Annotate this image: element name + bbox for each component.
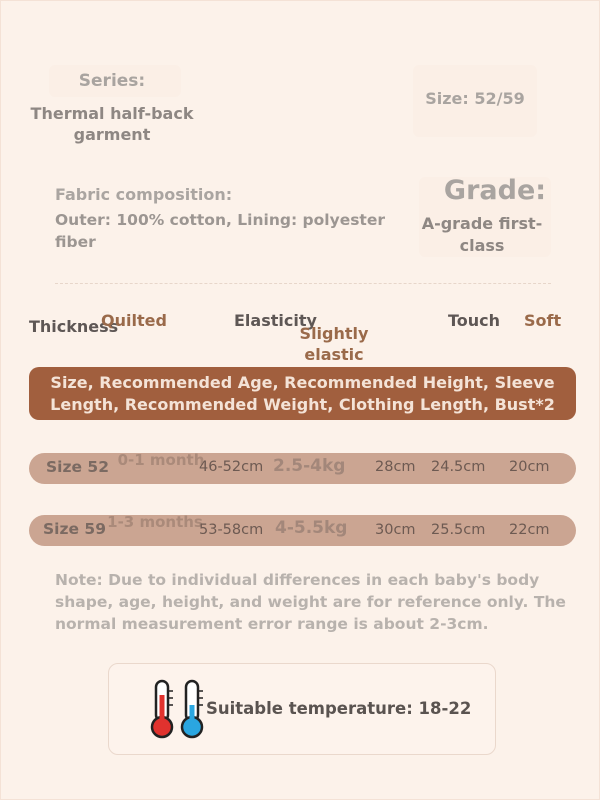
grade-value: A-grade first-class [421,214,543,255]
measurement-note: Note: Due to individual differences in each baby's body shape, age, height, and weight are for reference only. The normal measurement error range is about 2-3cm. [55,571,566,633]
size-table-header: Size, Recommended Age, Recommended Height, Sleeve Length, Recommended Weight, Clothing Length, Bust*2 [29,367,576,420]
row-length: 25.5cm [431,522,486,538]
row-length: 24.5cm [431,459,486,475]
series-label: Series: [78,71,146,91]
row-age: 1-3 months [107,513,203,531]
fabric-value: Outer: 100% cotton, Lining: polyester fiber [55,211,386,251]
touch-value: Soft [524,311,562,330]
row-bust: 22cm [509,522,550,538]
row-sleeve: 28cm [375,459,416,475]
touch-label: Touch [448,311,501,330]
row-size: Size 59 [43,520,106,538]
row-sleeve: 30cm [375,522,416,538]
row-weight: 2.5-4kg [273,456,346,476]
fabric-title: Fabric composition: [55,185,233,204]
thermometer-red-icon [147,679,177,741]
table-row [29,515,576,546]
row-age: 0-1 month [117,451,205,469]
series-value: Thermal half-back garment [30,104,194,144]
temperature-text: Suitable temperature: 18-22 [206,699,472,718]
row-height: 53-58cm [199,522,264,538]
elasticity-value: Slightly elastic [299,324,369,364]
thickness-value: Quilted [101,311,167,330]
elasticity-label: Elasticity [234,311,317,330]
row-size: Size 52 [46,458,109,476]
row-weight: 4-5.5kg [275,518,348,538]
thermometer-blue-icon [177,679,207,741]
section-divider [55,283,551,284]
row-bust: 20cm [509,459,550,475]
row-height: 46-52cm [199,459,264,475]
grade-title: Grade: [443,175,547,206]
thickness-label: Thickness [29,317,119,336]
table-row [29,453,576,484]
size-label: Size: 52/59 [425,89,525,108]
